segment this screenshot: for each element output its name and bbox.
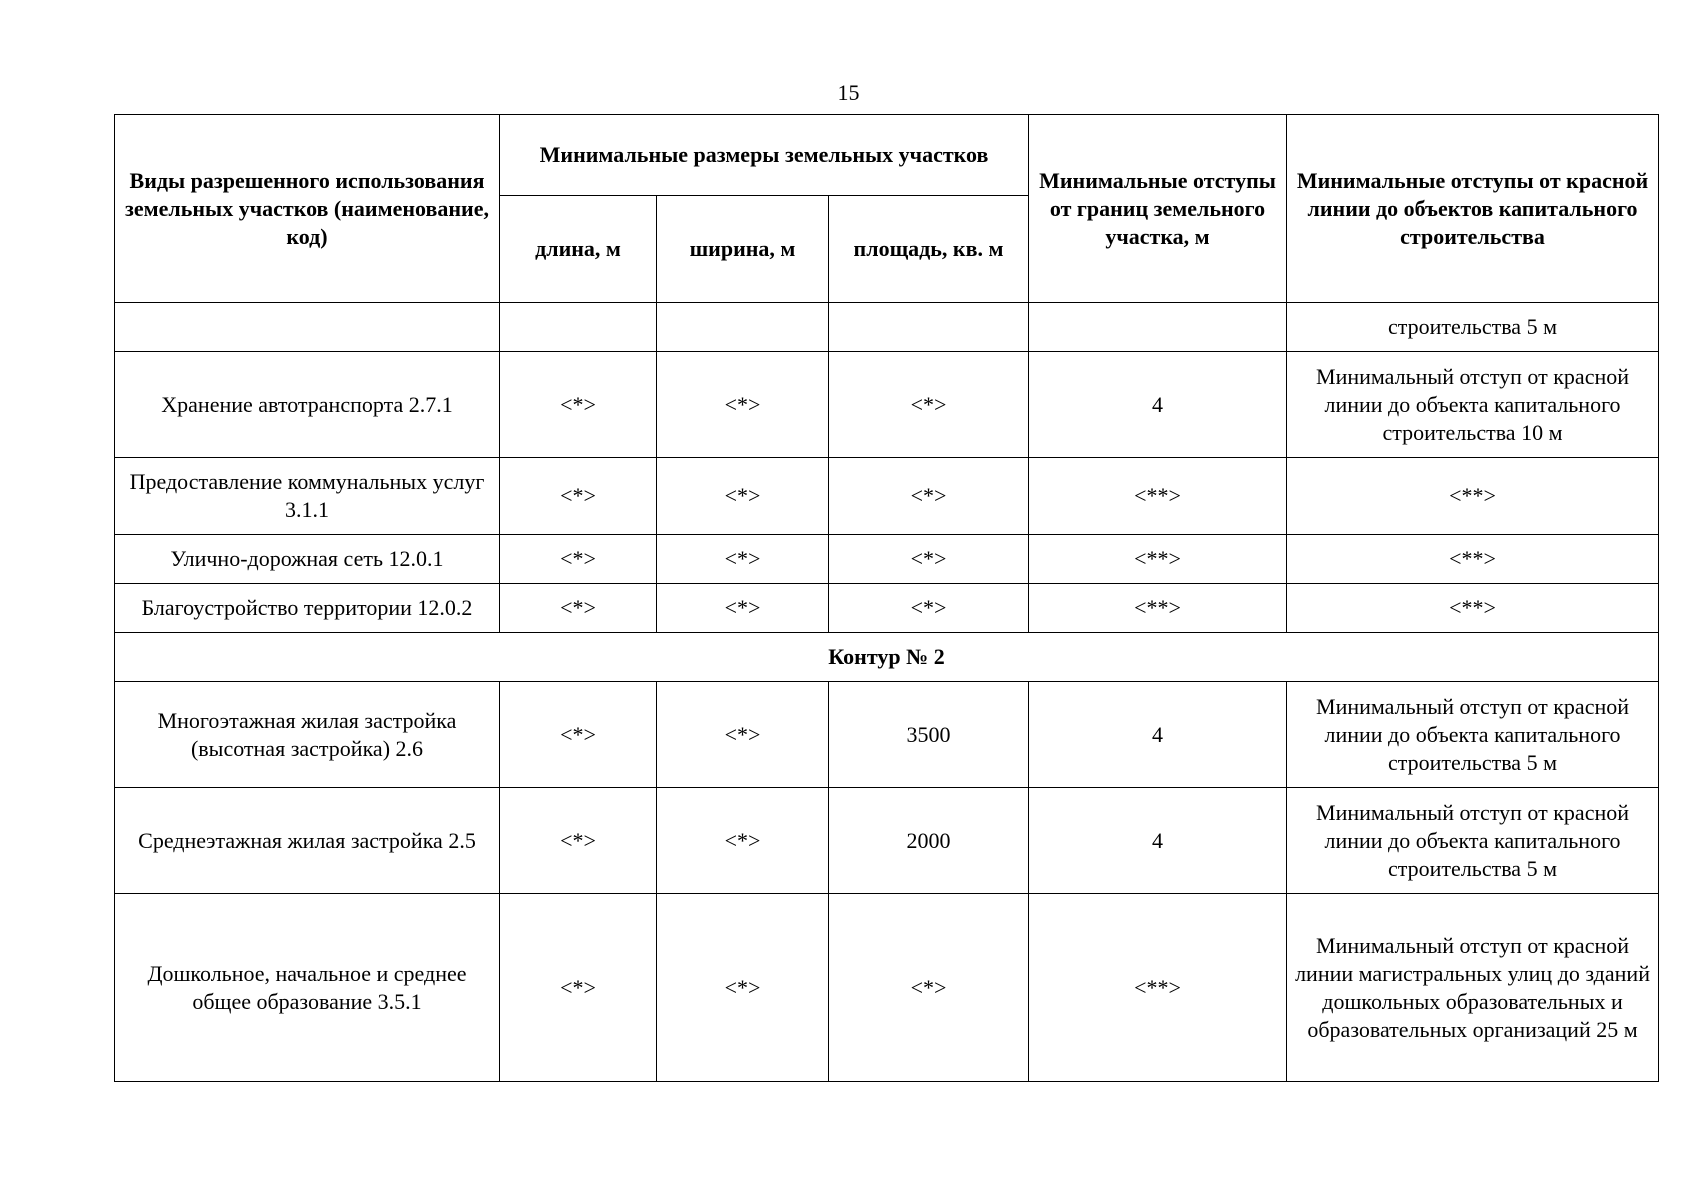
cell-length (500, 303, 657, 352)
cell-area: 2000 (829, 788, 1029, 894)
cell-red-line: Минимальный отступ от красной линии магистральных улиц до зданий дошкольных образовательных и образовательных организаций 25 м (1287, 894, 1659, 1082)
cell-length: <*> (500, 535, 657, 584)
cell-red-line: Минимальный отступ от красной линии до объекта капитального строительства 10 м (1287, 352, 1659, 458)
cell-boundary: <**> (1029, 535, 1287, 584)
cell-red-line: <**> (1287, 535, 1659, 584)
cell-length: <*> (500, 584, 657, 633)
cell-red-line: <**> (1287, 458, 1659, 535)
cell-length: <*> (500, 894, 657, 1082)
cell-name: Благоустройство территории 12.0.2 (115, 584, 500, 633)
cell-length: <*> (500, 458, 657, 535)
table-row (115, 352, 1659, 458)
table-row (115, 788, 1659, 894)
page-number: 15 (837, 80, 860, 105)
cell-width: <*> (657, 352, 829, 458)
cell-red-line: строительства 5 м (1287, 303, 1659, 352)
table-row (115, 303, 1659, 352)
cell-length: <*> (500, 352, 657, 458)
header-area: площадь, кв. м (829, 196, 1029, 303)
table-row (115, 894, 1659, 1082)
header-red-line-setback: Минимальные отступы от красной линии до объектов капитального строительства (1287, 115, 1659, 303)
header-min-sizes: Минимальные размеры земельных участков (500, 115, 1029, 196)
cell-width: <*> (657, 682, 829, 788)
cell-area: <*> (829, 584, 1029, 633)
cell-area: <*> (829, 894, 1029, 1082)
cell-boundary: <**> (1029, 584, 1287, 633)
header-length: длина, м (500, 196, 657, 303)
cell-red-line: <**> (1287, 584, 1659, 633)
cell-area: 3500 (829, 682, 1029, 788)
cell-width: <*> (657, 535, 829, 584)
cell-length: <*> (500, 682, 657, 788)
cell-area: <*> (829, 458, 1029, 535)
table-row (115, 584, 1659, 633)
cell-boundary (1029, 303, 1287, 352)
header-width: ширина, м (657, 196, 829, 303)
cell-width: <*> (657, 894, 829, 1082)
cell-boundary: <**> (1029, 458, 1287, 535)
cell-name: Многоэтажная жилая застройка (высотная застройка) 2.6 (115, 682, 500, 788)
cell-area: <*> (829, 352, 1029, 458)
cell-width: <*> (657, 788, 829, 894)
cell-name: Дошкольное, начальное и среднее общее образование 3.5.1 (115, 894, 500, 1082)
cell-width (657, 303, 829, 352)
table-row (115, 682, 1659, 788)
cell-length: <*> (500, 788, 657, 894)
section-row (115, 633, 1659, 682)
cell-boundary: 4 (1029, 682, 1287, 788)
cell-boundary: 4 (1029, 788, 1287, 894)
cell-width: <*> (657, 584, 829, 633)
section-title: Контур № 2 (115, 633, 1659, 682)
cell-red-line: Минимальный отступ от красной линии до объекта капитального строительства 5 м (1287, 682, 1659, 788)
table-row (115, 535, 1659, 584)
header-boundary-setback: Минимальные отступы от границ земельного участка, м (1029, 115, 1287, 303)
cell-width: <*> (657, 458, 829, 535)
cell-name: Предоставление коммунальных услуг 3.1.1 (115, 458, 500, 535)
cell-red-line: Минимальный отступ от красной линии до объекта капитального строительства 5 м (1287, 788, 1659, 894)
cell-name (115, 303, 500, 352)
table-row (115, 458, 1659, 535)
cell-boundary: 4 (1029, 352, 1287, 458)
cell-boundary: <**> (1029, 894, 1287, 1082)
cell-name: Среднеэтажная жилая застройка 2.5 (115, 788, 500, 894)
regulations-table (114, 114, 1659, 1082)
cell-name: Улично-дорожная сеть 12.0.1 (115, 535, 500, 584)
cell-area: <*> (829, 535, 1029, 584)
cell-name: Хранение автотранспорта 2.7.1 (115, 352, 500, 458)
cell-area (829, 303, 1029, 352)
header-land-use: Виды разрешенного использования земельных участков (наименование, код) (115, 115, 500, 303)
